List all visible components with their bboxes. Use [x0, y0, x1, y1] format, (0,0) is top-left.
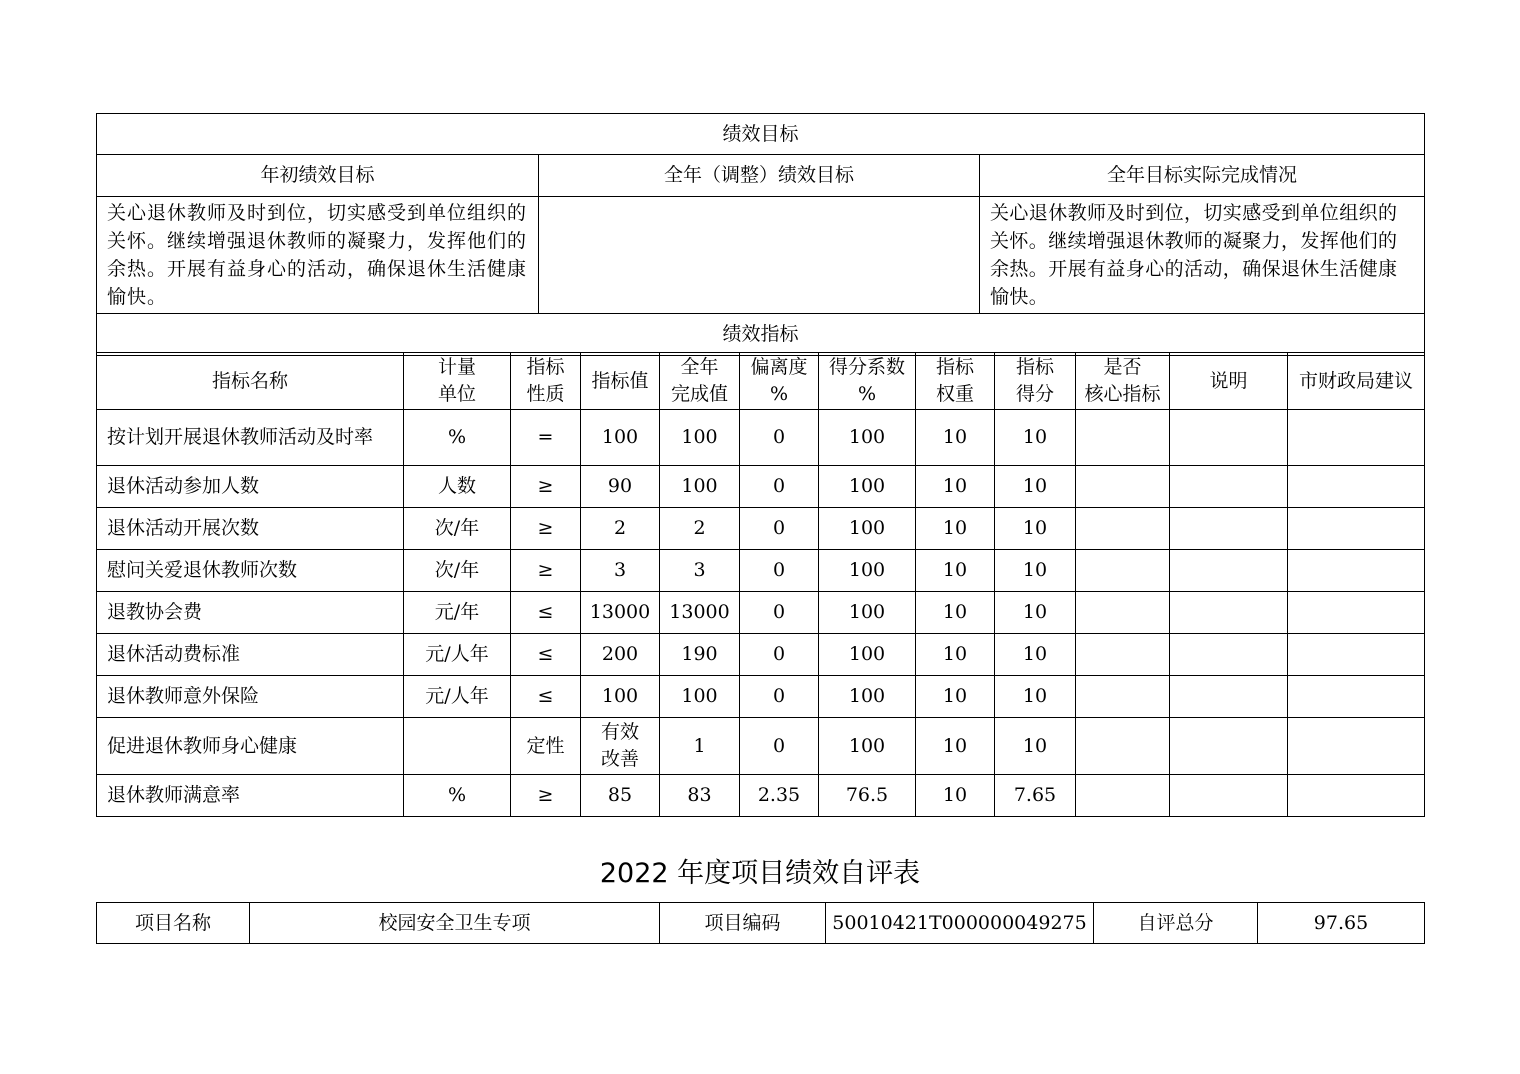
- metric-actual: 83: [660, 775, 740, 817]
- metric-coefficient: 100: [819, 634, 916, 676]
- header-target: 指标值: [581, 353, 660, 410]
- metrics-row: [97, 508, 1425, 550]
- metric-note: [1170, 508, 1288, 550]
- metric-nature: ≤: [511, 592, 581, 634]
- metric-target: 100: [581, 676, 660, 718]
- initial-goal-header: 年初绩效目标: [97, 155, 539, 197]
- metric-deviation: 0: [740, 410, 819, 466]
- metric-advice: [1288, 592, 1425, 634]
- metric-advice: [1288, 634, 1425, 676]
- metric-coefficient: 100: [819, 410, 916, 466]
- header-nature: 指标 性质: [511, 353, 581, 410]
- metric-name: 按计划开展退休教师活动及时率: [97, 410, 404, 466]
- header-coefficient: 得分系数 %: [819, 353, 916, 410]
- header-deviation: 偏离度 %: [740, 353, 819, 410]
- metric-unit: [404, 718, 511, 775]
- metric-core: [1076, 718, 1170, 775]
- adjusted-goal-text: [539, 197, 980, 314]
- metric-core: [1076, 634, 1170, 676]
- metric-coefficient: 100: [819, 466, 916, 508]
- metrics-row: [97, 410, 1425, 466]
- metric-deviation: 0: [740, 718, 819, 775]
- metrics-header-row: [97, 353, 1425, 410]
- metric-target: 13000: [581, 592, 660, 634]
- metric-score: 10: [995, 592, 1076, 634]
- metric-weight: 10: [916, 634, 995, 676]
- metrics-row: [97, 592, 1425, 634]
- metric-target: 85: [581, 775, 660, 817]
- metric-target: 3: [581, 550, 660, 592]
- adjusted-goal-header: 全年（调整）绩效目标: [539, 155, 980, 197]
- metric-deviation: 0: [740, 466, 819, 508]
- metric-core: [1076, 592, 1170, 634]
- metric-core: [1076, 410, 1170, 466]
- metric-core: [1076, 550, 1170, 592]
- metrics-row: [97, 466, 1425, 508]
- metric-deviation: 2.35: [740, 775, 819, 817]
- metric-actual: 190: [660, 634, 740, 676]
- metrics-row: [97, 676, 1425, 718]
- metric-name: 退休教师满意率: [97, 775, 404, 817]
- metric-target: 200: [581, 634, 660, 676]
- metric-coefficient: 100: [819, 508, 916, 550]
- performance-goals-table: [96, 113, 1425, 356]
- metric-deviation: 0: [740, 508, 819, 550]
- metric-advice: [1288, 410, 1425, 466]
- metric-actual: 1: [660, 718, 740, 775]
- metric-weight: 10: [916, 410, 995, 466]
- metric-unit: 次/年: [404, 508, 511, 550]
- metric-name: 退休活动参加人数: [97, 466, 404, 508]
- metric-note: [1170, 466, 1288, 508]
- metric-nature: ≤: [511, 634, 581, 676]
- metric-coefficient: 76.5: [819, 775, 916, 817]
- metric-weight: 10: [916, 718, 995, 775]
- metrics-row: [97, 634, 1425, 676]
- metric-name: 退教协会费: [97, 592, 404, 634]
- metric-unit: %: [404, 410, 511, 466]
- metric-score: 10: [995, 466, 1076, 508]
- metric-target: 90: [581, 466, 660, 508]
- metric-note: [1170, 550, 1288, 592]
- metric-weight: 10: [916, 775, 995, 817]
- metric-note: [1170, 718, 1288, 775]
- metric-unit: 元/人年: [404, 676, 511, 718]
- metric-nature: ≤: [511, 676, 581, 718]
- actual-completion-text: 关心退休教师及时到位，切实感受到单位组织的关怀。继续增强退休教师的凝聚力，发挥他们的余热。开展有益身心的活动，确保退休生活健康愉快。: [980, 197, 1425, 314]
- metric-unit: 人数: [404, 466, 511, 508]
- metric-deviation: 0: [740, 550, 819, 592]
- metric-advice: [1288, 775, 1425, 817]
- performance-metrics-table: [96, 352, 1425, 817]
- metric-name: 促进退休教师身心健康: [97, 718, 404, 775]
- project-name-value: 校园安全卫生专项: [250, 903, 660, 944]
- metric-weight: 10: [916, 466, 995, 508]
- project-info-table: [96, 902, 1425, 944]
- metric-deviation: 0: [740, 592, 819, 634]
- metric-note: [1170, 410, 1288, 466]
- metric-advice: [1288, 466, 1425, 508]
- metric-target: 100: [581, 410, 660, 466]
- metric-coefficient: 100: [819, 592, 916, 634]
- metric-nature: ≥: [511, 466, 581, 508]
- project-code-label: 项目编码: [660, 903, 826, 944]
- initial-goal-text: 关心退休教师及时到位，切实感受到单位组织的关怀。继续增强退休教师的凝聚力，发挥他们的余热。开展有益身心的活动，确保退休生活健康愉快。: [97, 197, 539, 314]
- metric-name: 退休教师意外保险: [97, 676, 404, 718]
- metric-name: 退休活动开展次数: [97, 508, 404, 550]
- metrics-row: [97, 775, 1425, 817]
- metric-advice: [1288, 550, 1425, 592]
- metric-note: [1170, 775, 1288, 817]
- self-score-value: 97.65: [1258, 903, 1425, 944]
- metric-unit: 元/人年: [404, 634, 511, 676]
- header-unit: 计量 单位: [404, 353, 511, 410]
- header-advice: 市财政局建议: [1288, 353, 1425, 410]
- metric-score: 7.65: [995, 775, 1076, 817]
- metrics-row: [97, 718, 1425, 775]
- goals-section-title: 绩效目标: [97, 114, 1425, 155]
- metric-nature: 定性: [511, 718, 581, 775]
- metric-deviation: 0: [740, 676, 819, 718]
- metric-score: 10: [995, 718, 1076, 775]
- metric-actual: 100: [660, 466, 740, 508]
- metric-advice: [1288, 718, 1425, 775]
- metric-weight: 10: [916, 508, 995, 550]
- metric-score: 10: [995, 550, 1076, 592]
- metric-actual: 3: [660, 550, 740, 592]
- metric-advice: [1288, 508, 1425, 550]
- form-title: 2022 年度项目绩效自评表: [599, 858, 921, 889]
- metric-coefficient: 100: [819, 676, 916, 718]
- metric-coefficient: 100: [819, 718, 916, 775]
- metric-name: 慰问关爱退休教师次数: [97, 550, 404, 592]
- metric-target: 有效改善: [581, 718, 660, 775]
- metric-weight: 10: [916, 550, 995, 592]
- metric-score: 10: [995, 410, 1076, 466]
- metric-advice: [1288, 676, 1425, 718]
- metric-name: 退休活动费标准: [97, 634, 404, 676]
- metric-nature: ≥: [511, 775, 581, 817]
- metric-unit: 元/年: [404, 592, 511, 634]
- metric-core: [1076, 676, 1170, 718]
- header-core: 是否 核心指标: [1076, 353, 1170, 410]
- metric-deviation: 0: [740, 634, 819, 676]
- metric-nature: ≥: [511, 508, 581, 550]
- metric-note: [1170, 634, 1288, 676]
- metric-actual: 100: [660, 676, 740, 718]
- header-weight: 指标 权重: [916, 353, 995, 410]
- header-actual: 全年 完成值: [660, 353, 740, 410]
- project-name-label: 项目名称: [97, 903, 250, 944]
- metric-score: 10: [995, 508, 1076, 550]
- metric-note: [1170, 592, 1288, 634]
- actual-completion-header: 全年目标实际完成情况: [980, 155, 1425, 197]
- metric-actual: 13000: [660, 592, 740, 634]
- metric-target: 2: [581, 508, 660, 550]
- metric-unit: 次/年: [404, 550, 511, 592]
- header-metric-name: 指标名称: [97, 353, 404, 410]
- metric-core: [1076, 508, 1170, 550]
- metric-core: [1076, 775, 1170, 817]
- header-score: 指标 得分: [995, 353, 1076, 410]
- metric-score: 10: [995, 676, 1076, 718]
- metric-note: [1170, 676, 1288, 718]
- metric-nature: ≥: [511, 550, 581, 592]
- metric-actual: 100: [660, 410, 740, 466]
- metrics-section-title: 绩效指标: [97, 314, 1425, 356]
- metric-unit: %: [404, 775, 511, 817]
- metric-coefficient: 100: [819, 550, 916, 592]
- metric-core: [1076, 466, 1170, 508]
- metric-nature: =: [511, 410, 581, 466]
- metric-actual: 2: [660, 508, 740, 550]
- self-score-label: 自评总分: [1094, 903, 1258, 944]
- metric-score: 10: [995, 634, 1076, 676]
- metrics-row: [97, 550, 1425, 592]
- header-note: 说明: [1170, 353, 1288, 410]
- project-code-value: 50010421T000000049275: [826, 903, 1094, 944]
- metric-weight: 10: [916, 676, 995, 718]
- metric-weight: 10: [916, 592, 995, 634]
